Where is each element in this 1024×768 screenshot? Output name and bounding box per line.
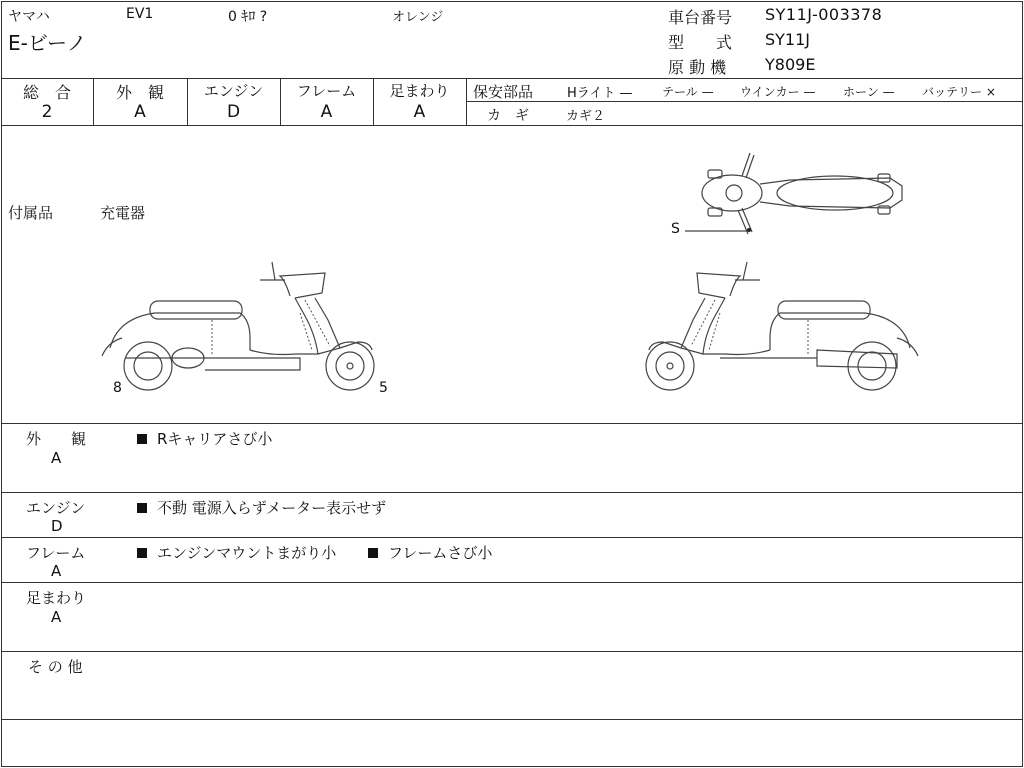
divider — [1, 125, 1022, 126]
left-front-number: 8 — [113, 380, 122, 396]
note-grade-frame: A — [51, 562, 62, 580]
maker: ヤマハ — [8, 9, 50, 25]
scooter-left-side — [100, 258, 390, 388]
frame-no-label: 車台番号 — [668, 8, 733, 27]
note-grade-engine: D — [51, 517, 63, 535]
note-item: Rキャリアさび小 — [137, 428, 272, 449]
safety-item-battery: バッテリー × — [922, 85, 996, 99]
note-grade-exterior: A — [51, 449, 62, 467]
note-grade-suspension: A — [51, 608, 62, 626]
scooter-top-view — [690, 148, 920, 238]
safety-item-tail: テール — — [662, 85, 714, 99]
scooter-right-side — [635, 258, 925, 388]
top-view-marker: S — [671, 221, 680, 237]
type-label: 型 式 — [668, 33, 733, 52]
divider — [1, 492, 1022, 493]
bullet-icon — [137, 434, 147, 444]
grade-value-suspension: A — [413, 102, 426, 122]
type-value: SY11J — [765, 30, 811, 49]
grade-label-suspension: 足まわり — [389, 82, 450, 100]
color: オレンジ — [392, 10, 444, 25]
bullet-icon — [137, 548, 147, 558]
note-item: 不動 電源入らずメーター表示せず — [137, 497, 386, 518]
grade-label-engine: エンジン — [203, 82, 264, 100]
engine-value: Y809E — [765, 55, 816, 74]
frame-no: SY11J-003378 — [765, 5, 883, 24]
divider — [1, 78, 1022, 79]
model-name: E-ビーノ — [8, 31, 87, 55]
left-rear-number: 5 — [379, 380, 388, 396]
grade-label-frame: フレーム — [296, 82, 357, 100]
accessories-value: 充電器 — [100, 204, 146, 222]
bullet-icon — [368, 548, 378, 558]
grade-value-exterior: A — [134, 102, 146, 122]
divider — [1, 537, 1022, 538]
note-item: フレームさび小 — [368, 542, 492, 563]
divider — [1, 582, 1022, 583]
safety-item-horn: ホーン — — [843, 85, 895, 99]
divider — [1, 719, 1022, 720]
grade-label-overall: 総 合 — [22, 83, 71, 102]
divider — [1, 651, 1022, 652]
mileage: 0 ｷﾛ ? — [228, 9, 268, 25]
note-label-exterior: 外 観 — [26, 430, 87, 448]
safety-item-headlight: Hライト — — [567, 86, 633, 101]
grade-label-exterior: 外 観 — [115, 83, 164, 102]
note-label-engine: エンジン — [26, 499, 86, 517]
model-code: EV1 — [126, 6, 154, 22]
safety-label: 保安部品 — [473, 83, 534, 101]
divider — [1, 423, 1022, 424]
grade-value-frame: A — [320, 102, 333, 122]
key-label: カ ギ — [487, 108, 529, 124]
bullet-icon — [137, 503, 147, 513]
note-label-frame: フレーム — [26, 544, 86, 562]
engine-label: 原 動 機 — [668, 58, 727, 77]
divider — [466, 78, 467, 125]
accessories-label: 付属品 — [8, 204, 54, 222]
note-item: エンジンマウントまがり小 — [137, 542, 336, 563]
grade-value-overall: 2 — [41, 102, 53, 122]
note-label-other: そ の 他 — [28, 658, 83, 676]
grade-value-engine: D — [226, 102, 241, 122]
note-label-suspension: 足まわり — [26, 589, 87, 607]
divider — [466, 101, 1022, 102]
safety-item-winker: ウインカー — — [740, 85, 816, 99]
key-value: カギ２ — [566, 109, 606, 124]
